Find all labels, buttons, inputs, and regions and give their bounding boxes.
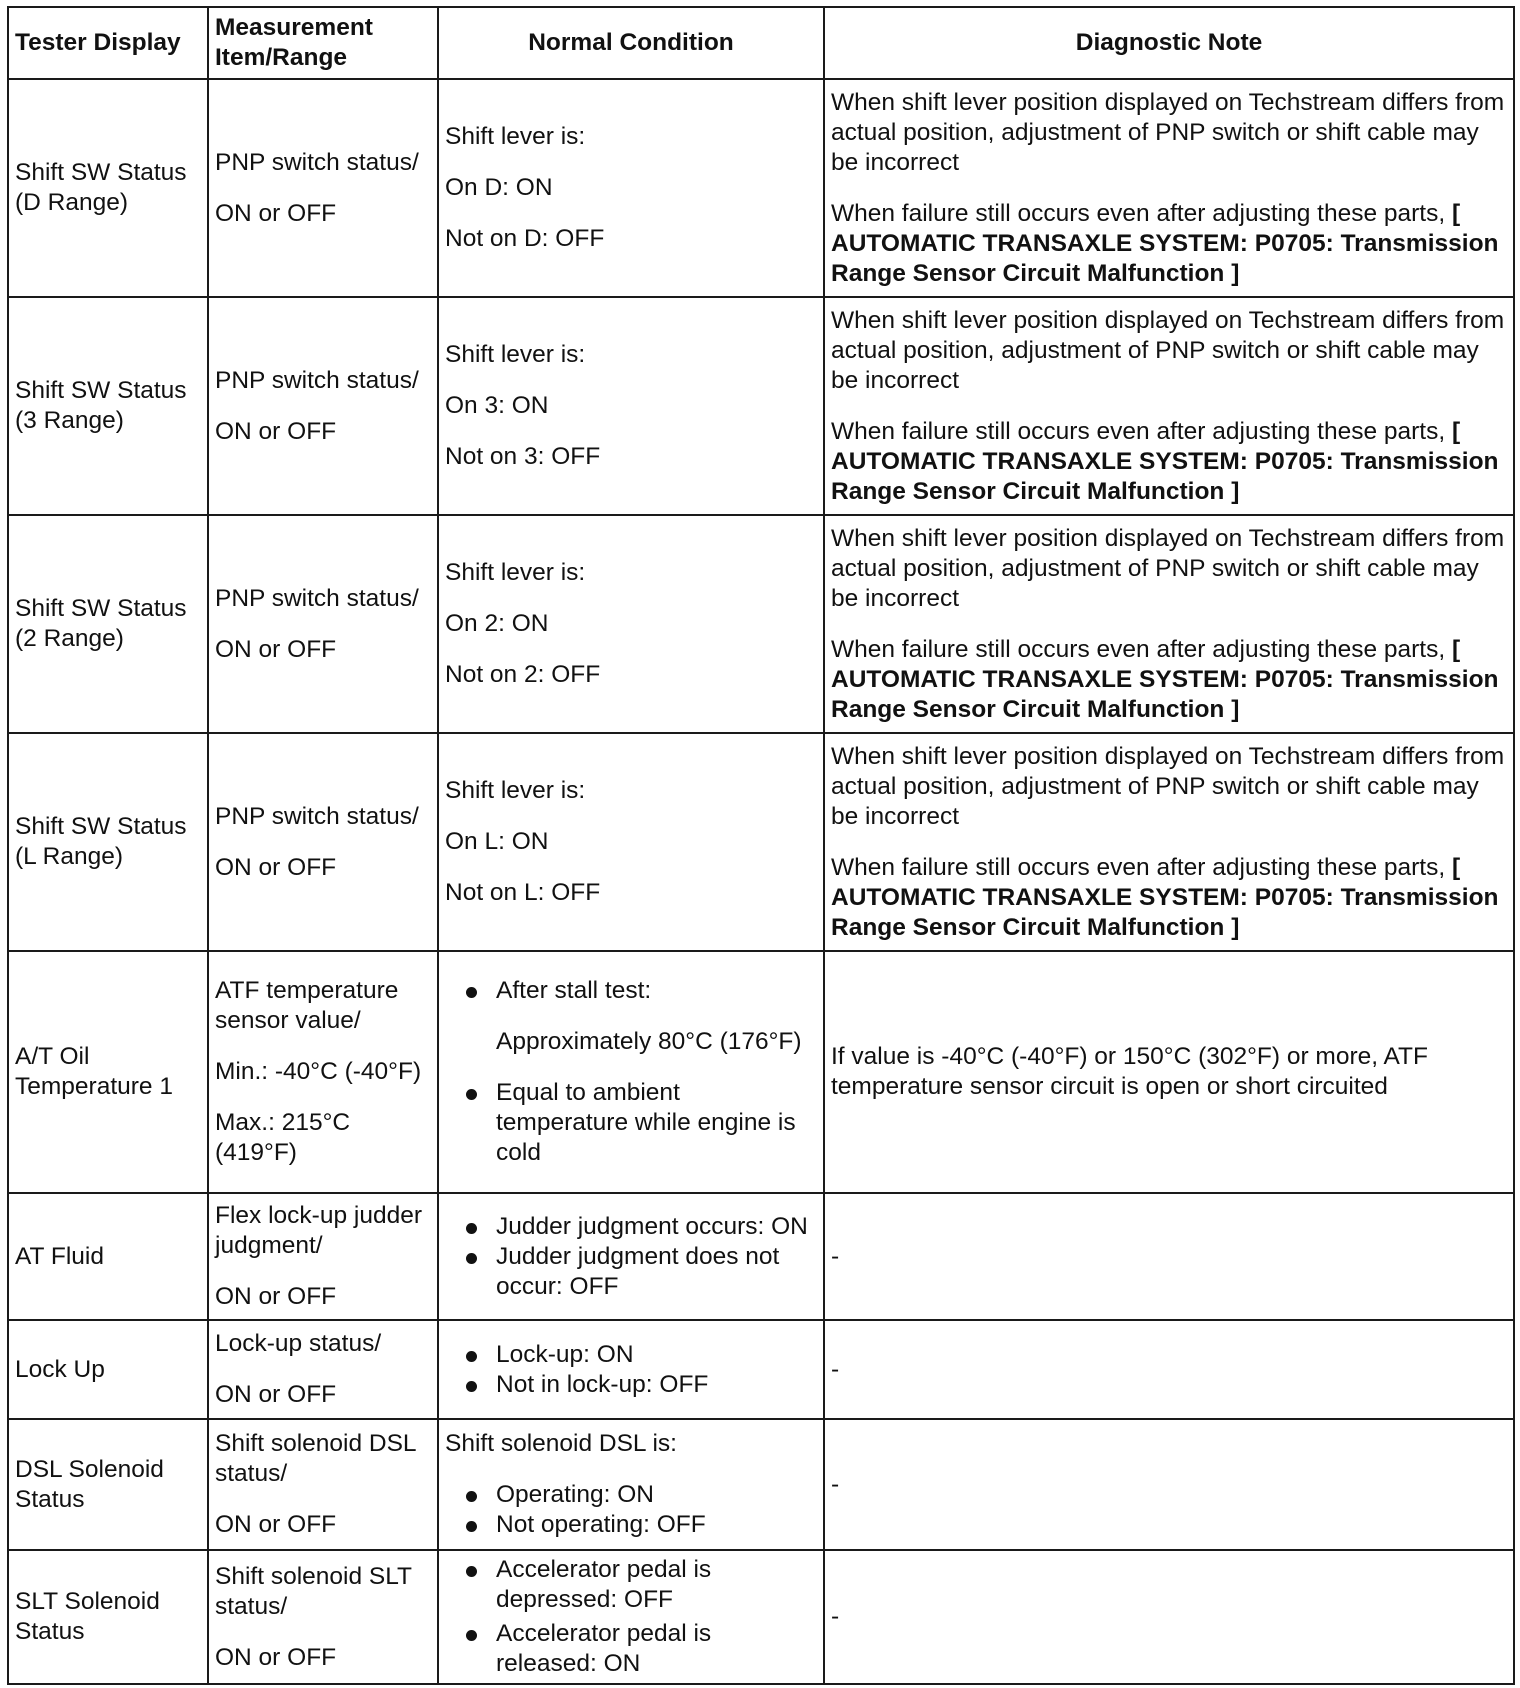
- condition-off: Not on D: OFF: [445, 225, 605, 252]
- list-item: [445, 1078, 817, 1168]
- condition-off: Not on 2: OFF: [445, 661, 601, 688]
- measurement-text: Lock-up status/: [215, 1330, 382, 1357]
- measurement-text: PNP switch status/: [215, 148, 419, 176]
- list-item: [445, 1480, 817, 1510]
- measurement-text: PNP switch status/: [215, 366, 419, 394]
- note-failure: [831, 635, 1507, 725]
- normal-condition-cell: [438, 1193, 824, 1320]
- note-failure: [831, 199, 1507, 289]
- tester-display-cell: Lock Up: [8, 1320, 208, 1419]
- measurement-range: ON or OFF: [215, 1643, 337, 1671]
- measurement-text: PNP switch status/: [215, 802, 419, 830]
- condition-on: On 2: ON: [445, 610, 549, 637]
- measurement-range: ON or OFF: [215, 1381, 337, 1408]
- bullet-icon: [466, 1351, 477, 1362]
- condition-intro: Shift solenoid DSL is:: [445, 1430, 677, 1457]
- bullet-icon: [466, 1566, 477, 1577]
- tester-display-cell: DSL Solenoid Status: [8, 1419, 208, 1550]
- condition-text: Accelerator pedal is released: ON: [496, 1620, 712, 1677]
- measurement-range: ON or OFF: [215, 199, 337, 227]
- bullet-icon: [466, 1381, 477, 1392]
- normal-condition-cell: [438, 951, 824, 1193]
- note-text: When shift lever position displayed on Techstream differs from actual position, adjustment of PNP switch or shift cable may be incorrect: [831, 524, 1505, 612]
- condition-text: Equal to ambient temperature while engine is cold: [496, 1079, 796, 1166]
- measurement-range: ON or OFF: [215, 417, 337, 445]
- normal-condition-cell: [438, 1320, 824, 1419]
- header-measurement: Measurement Item/Range: [208, 7, 438, 79]
- normal-condition-cell: [438, 79, 824, 297]
- header-normal-condition: Normal Condition: [438, 7, 824, 79]
- tester-display-cell: Shift SW Status (2 Range): [8, 515, 208, 733]
- note-text: When shift lever position displayed on Techstream differs from actual position, adjustment of PNP switch or shift cable may be incorrect: [831, 742, 1505, 830]
- list-item: [445, 1510, 817, 1540]
- measurement-max: Max.: 215°C (419°F): [215, 1109, 351, 1166]
- note-failure: [831, 853, 1507, 943]
- diagnostic-note-cell: If value is -40°C (-40°F) or 150°C (302°F) or more, ATF temperature sensor circuit is open or short circuited: [824, 951, 1514, 1193]
- tester-display-cell: Shift SW Status (L Range): [8, 733, 208, 951]
- condition-text: Not operating: OFF: [496, 1511, 706, 1538]
- measurement-range: ON or OFF: [215, 853, 337, 881]
- diagnostic-note-cell: -: [824, 1419, 1514, 1550]
- condition-text: Judder judgment occurs: ON: [496, 1212, 808, 1240]
- table-row: [8, 951, 1514, 1193]
- condition-detail: Approximately 80°C (176°F): [496, 1028, 802, 1055]
- bullet-icon: [466, 1223, 477, 1234]
- note-failure-text: When failure still occurs even after adjusting these parts,: [831, 635, 1446, 663]
- condition-off: Not on 3: OFF: [445, 443, 601, 470]
- measurement-cell: [208, 1320, 438, 1419]
- condition-intro: Shift lever is:: [445, 777, 586, 804]
- list-item: [445, 976, 817, 1006]
- measurement-cell: [208, 1550, 438, 1684]
- measurement-range: ON or OFF: [215, 1283, 337, 1310]
- condition-off: Not on L: OFF: [445, 879, 601, 906]
- condition-text: After stall test:: [496, 977, 652, 1004]
- diagnostic-note-cell: [824, 79, 1514, 297]
- condition-on: On D: ON: [445, 174, 553, 201]
- tester-display-cell: Shift SW Status (3 Range): [8, 297, 208, 515]
- header-row: [8, 7, 1514, 79]
- condition-list: [445, 1340, 817, 1400]
- table-row: [8, 297, 1514, 515]
- condition-on: On 3: ON: [445, 392, 549, 419]
- procedure-link[interactable]: [ AUTOMATIC TRANSAXLE SYSTEM: P0705: Transmission Range Sensor Circuit Malfunction ]: [831, 199, 1499, 287]
- measurement-range: ON or OFF: [215, 635, 337, 663]
- note-text: When shift lever position displayed on Techstream differs from actual position, adjustment of PNP switch or shift cable may be incorrect: [831, 88, 1505, 176]
- normal-condition-cell: [438, 515, 824, 733]
- bullet-icon: [466, 1089, 477, 1100]
- diagnostic-note-cell: -: [824, 1550, 1514, 1684]
- condition-text: Accelerator pedal is depressed: OFF: [496, 1556, 712, 1613]
- normal-condition-cell: [438, 1419, 824, 1550]
- condition-text: Operating: ON: [496, 1481, 654, 1508]
- bullet-icon: [466, 1491, 477, 1502]
- note-failure-text: When failure still occurs even after adjusting these parts,: [831, 199, 1446, 227]
- header-diagnostic-note: Diagnostic Note: [824, 7, 1514, 79]
- condition-text: Lock-up: ON: [496, 1340, 634, 1368]
- tester-display-cell: Shift SW Status (D Range): [8, 79, 208, 297]
- diagnostic-note-cell: [824, 297, 1514, 515]
- measurement-text: PNP switch status/: [215, 584, 419, 612]
- measurement-min: Min.: -40°C (-40°F): [215, 1058, 422, 1085]
- list-item: [445, 1242, 817, 1302]
- table-row: [8, 1193, 1514, 1320]
- measurement-text: Flex lock-up judder judgment/: [215, 1202, 422, 1259]
- measurement-range: ON or OFF: [215, 1511, 337, 1538]
- data-list-table: [7, 6, 1515, 1685]
- condition-text: Judder judgment does not occur: OFF: [496, 1242, 780, 1300]
- list-item: [445, 1370, 817, 1400]
- header-tester-display: Tester Display: [8, 7, 208, 79]
- table-row: [8, 1550, 1514, 1684]
- normal-condition-cell: [438, 733, 824, 951]
- bullet-icon: [466, 1521, 477, 1532]
- tester-display-cell: SLT Solenoid Status: [8, 1550, 208, 1684]
- tester-display-cell: AT Fluid: [8, 1193, 208, 1320]
- condition-intro: Shift lever is:: [445, 123, 586, 150]
- diagnostic-note-cell: -: [824, 1320, 1514, 1419]
- measurement-cell: [208, 1419, 438, 1550]
- table-row: [8, 79, 1514, 297]
- list-item: [445, 1340, 817, 1370]
- condition-list: [445, 1555, 817, 1679]
- measurement-cell: [208, 515, 438, 733]
- diagnostic-note-cell: -: [824, 1193, 1514, 1320]
- diagnostic-note-cell: [824, 733, 1514, 951]
- procedure-link[interactable]: [ AUTOMATIC TRANSAXLE SYSTEM: P0705: Transmission Range Sensor Circuit Malfunction ]: [831, 417, 1499, 505]
- list-item: [445, 1555, 817, 1615]
- bullet-icon: [466, 987, 477, 998]
- table-row: [8, 515, 1514, 733]
- note-text: When shift lever position displayed on Techstream differs from actual position, adjustment of PNP switch or shift cable may be incorrect: [831, 306, 1505, 394]
- measurement-cell: [208, 1193, 438, 1320]
- measurement-cell: [208, 297, 438, 515]
- list-item: [445, 1212, 817, 1242]
- condition-text: Not in lock-up: OFF: [496, 1370, 709, 1398]
- bullet-icon: [466, 1253, 477, 1264]
- normal-condition-cell: [438, 1550, 824, 1684]
- measurement-text: ATF temperature sensor value/: [215, 977, 399, 1034]
- condition-list: [445, 1212, 817, 1302]
- condition-list: [445, 1078, 817, 1168]
- normal-condition-cell: [438, 297, 824, 515]
- condition-list: [445, 1480, 817, 1540]
- table-row: [8, 733, 1514, 951]
- table-row: [8, 1419, 1514, 1550]
- note-failure-text: When failure still occurs even after adjusting these parts,: [831, 853, 1446, 881]
- diagnostic-note-cell: [824, 515, 1514, 733]
- procedure-link[interactable]: [ AUTOMATIC TRANSAXLE SYSTEM: P0705: Transmission Range Sensor Circuit Malfunction ]: [831, 853, 1499, 941]
- table-row: [8, 1320, 1514, 1419]
- condition-list: [445, 976, 817, 1006]
- condition-intro: Shift lever is:: [445, 341, 586, 368]
- measurement-cell: [208, 79, 438, 297]
- measurement-cell: [208, 951, 438, 1193]
- list-item: [445, 1619, 817, 1679]
- measurement-text: Shift solenoid DSL status/: [215, 1430, 416, 1487]
- condition-on: On L: ON: [445, 828, 549, 855]
- note-failure-text: When failure still occurs even after adjusting these parts,: [831, 417, 1446, 445]
- measurement-text: Shift solenoid SLT status/: [215, 1562, 412, 1620]
- note-failure: [831, 417, 1507, 507]
- measurement-cell: [208, 733, 438, 951]
- tester-display-cell: A/T Oil Temperature 1: [8, 951, 208, 1193]
- condition-intro: Shift lever is:: [445, 559, 586, 586]
- bullet-icon: [466, 1630, 477, 1641]
- procedure-link[interactable]: [ AUTOMATIC TRANSAXLE SYSTEM: P0705: Transmission Range Sensor Circuit Malfunction ]: [831, 635, 1499, 723]
